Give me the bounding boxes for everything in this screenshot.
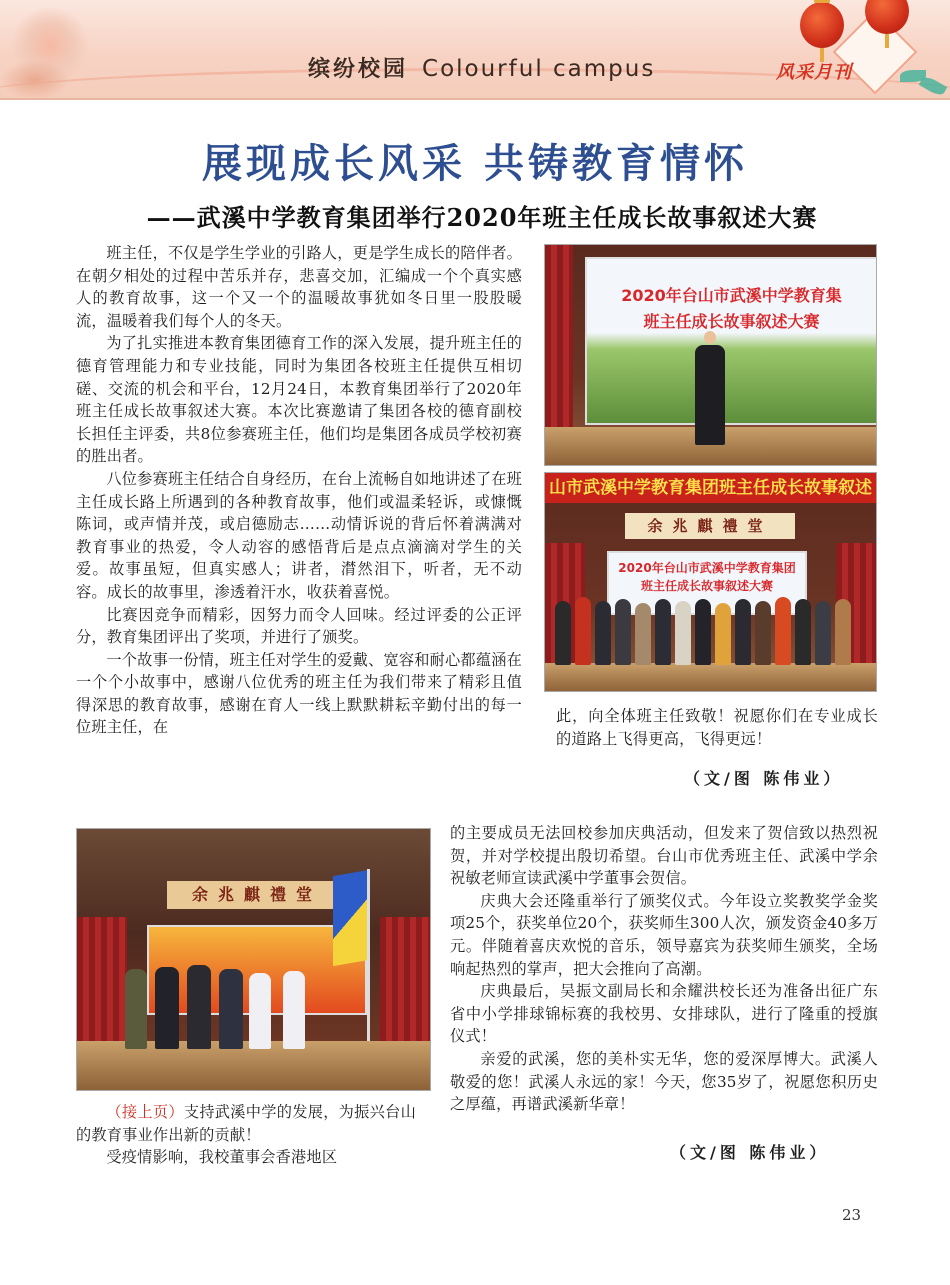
- continued-body-right: [450, 822, 878, 1116]
- hall-plaque: 余兆麒禮堂: [625, 513, 795, 539]
- article-signature: （文/图 陈伟业）: [684, 769, 844, 788]
- article-title: 展现成长风采 共铸教育情怀: [202, 141, 748, 187]
- article-body-left: [76, 242, 522, 739]
- screen-text: 班主任成长故事叙述大赛: [640, 579, 773, 593]
- speaker: [695, 345, 725, 445]
- flag: [333, 870, 369, 966]
- paragraph: 庆典最后，吴振文副局长和余耀洪校长还为准备出征广东省中小学排球锦标赛的我校男、女排球队，进行了隆重的授旗仪式！: [450, 982, 878, 1046]
- paragraph: （接上页）支持武溪中学的发展，为振兴台山的教育事业作出新的贡献！: [76, 1103, 417, 1144]
- paragraph: 比赛因竞争而精彩，因努力而令人回味。经过评委的公正评分，教育集团评出了奖项，并进行了颁奖。: [76, 605, 522, 647]
- photo-speaker-on-stage: [544, 244, 877, 466]
- page-header: [0, 0, 950, 100]
- section-title-cn: 缤纷校园: [308, 56, 409, 82]
- magazine-badge: 风采月刊: [776, 62, 852, 83]
- screen-text: 班主任成长故事叙述大赛: [643, 312, 820, 331]
- hall-plaque: 余兆麒禮堂: [167, 881, 347, 909]
- paragraph: 班主任，不仅是学生学业的引路人，更是学生成长的陪伴者。在朝夕相处的过程中苦乐并存，悲喜交加，汇编成一个个真实感人的教育故事，这一个又一个的温暖故事犹如冬日里一股股暖流，温暖着我们每个人的冬天。: [76, 244, 522, 330]
- paragraph: 庆典大会还隆重举行了颁奖仪式。今年设立奖教奖学金奖项25个，获奖单位20个，获奖师生300人次，颁发资金40多万元。伴随着喜庆欢悦的音乐，领导嘉宾为获奖师生颁奖，全场响起热烈的掌声，把大会推向了高潮。: [450, 891, 878, 978]
- event-banner: 山市武溪中学教育集团班主任成长故事叙述: [545, 473, 876, 503]
- flag-pole: [367, 869, 370, 1049]
- paragraph: 此，向全体班主任致敬！祝愿你们在专业成长的道路上飞得更高，飞得更远！: [556, 707, 878, 748]
- continued-signature: （文/图 陈伟业）: [670, 1143, 830, 1162]
- section-title-en: Colourful campus: [422, 56, 656, 82]
- lantern-icon: [800, 2, 844, 48]
- continued-body-left: [76, 1101, 416, 1169]
- paragraph: 的主要成员无法回校参加庆典活动，但发来了贺信致以热烈祝贺，并对学校提出殷切希望。台山市优秀班主任、武溪中学余祝敏老师宣读武溪中学董事会贺信。: [450, 824, 878, 888]
- photo-group-awards: [544, 472, 877, 692]
- paragraph: 亲爱的武溪，您的美朴实无华，您的爱深厚博大。武溪人敬爱的您！武溪人永远的家！今天，您35岁了，祝愿您积历史之厚蕴，再谱武溪新华章！: [450, 1049, 878, 1114]
- stage-screen: [585, 257, 877, 425]
- screen-text: 2020年台山市武溪中学教育集: [621, 286, 842, 305]
- screen-text: 2020年台山市武溪中学教育集团: [618, 561, 796, 575]
- paragraph: 一个故事一份情，班主任对学生的爱戴、宽容和耐心都蕴涵在一个个小故事中，感谢八位优秀的班主任为我们带来了精彩且值得深思的教育故事，感谢在育人一线上默默耕耘辛勤付出的每一位班主任，在: [76, 650, 522, 737]
- section-title: [308, 52, 655, 83]
- paragraph: 受疫情影响，我校董事会香港地区: [106, 1148, 338, 1167]
- paragraph: 八位参赛班主任结合自身经历，在台上流畅自如地讲述了在班主任成长路上所遇到的各种教育故事，他们或温柔轻诉，或慷慨陈词，或声情并茂，或启德励志……动情诉说的背后怀着满满对教育事业的热爱，令人动容的感悟背后是点点滴滴对学生的关爱。故事虽短，但真实感人；讲者，潸然泪下，听者，无不动容。成长的故事里，渗透着汗水，收获着喜悦。: [76, 469, 522, 601]
- continued-label: （接上页）: [106, 1103, 184, 1121]
- photo-flag-ceremony: [76, 828, 431, 1091]
- article-body-right: [556, 705, 878, 750]
- article-subtitle: ——武溪中学教育集团举行2020年班主任成长故事叙述大赛: [146, 203, 818, 232]
- paragraph: 为了扎实推进本教育集团德育工作的深入发展，提升班主任的德育管理能力和专业技能，同时为集团各校班主任提供互相切磋、交流的机会和平台，12月24日，本教育集团举行了2020年班主任成长故事叙述大赛。本次比赛邀请了集团各校的德育副校长担任主评委，共8位参赛班主任，他们均是集团各成员学校初赛的胜出者。: [76, 334, 522, 466]
- page-number: 23: [842, 1206, 862, 1224]
